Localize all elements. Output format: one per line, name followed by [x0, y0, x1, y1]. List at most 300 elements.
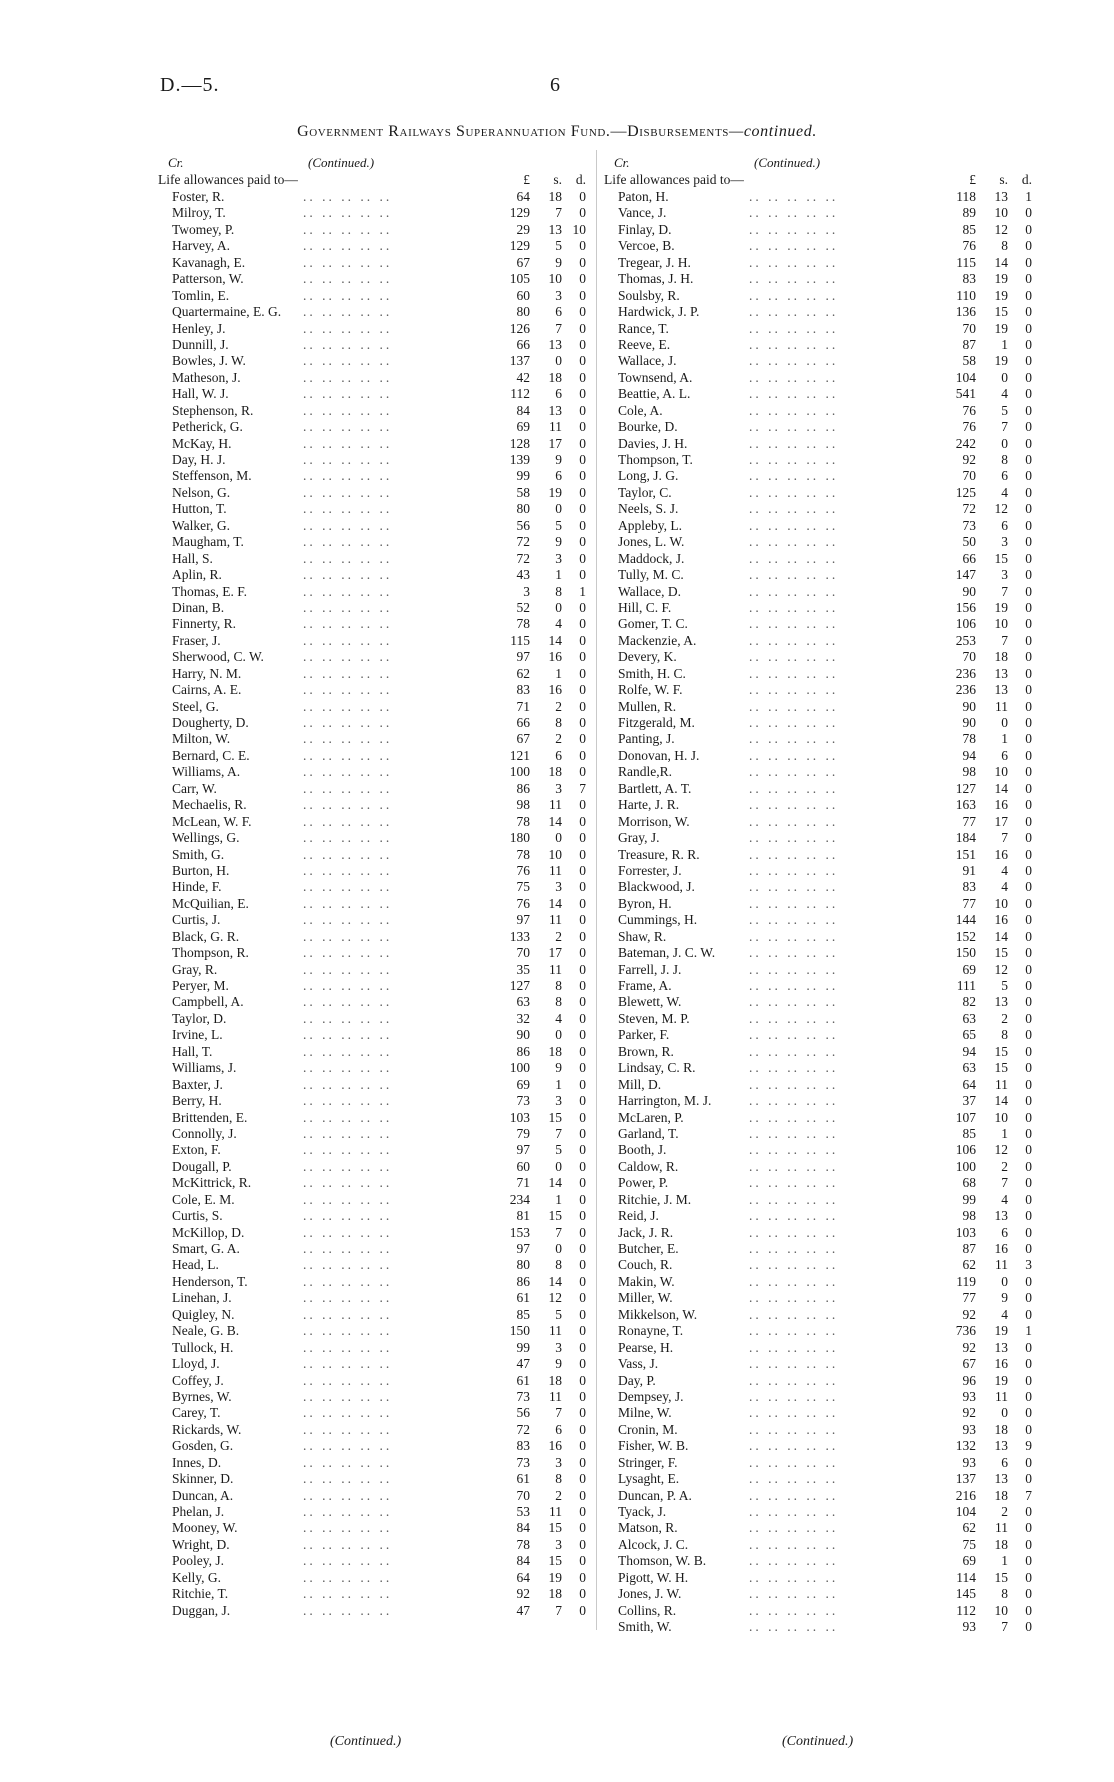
amount-pounds: 180	[509, 830, 530, 846]
amount-pounds: 64	[962, 1076, 976, 1092]
amount-shillings: 17	[548, 435, 562, 451]
leader-dots: .. .. .. .. ..	[303, 1339, 393, 1355]
pensioner-name: Vass, J.	[618, 1356, 659, 1372]
amount-pence: 0	[1025, 1372, 1032, 1388]
pensioner-name: Parker, F.	[618, 1027, 670, 1043]
leader-dots: .. .. .. .. ..	[749, 353, 839, 369]
pensioner-name: Sherwood, C. W.	[172, 649, 264, 665]
leader-dots: .. .. .. .. ..	[303, 1027, 393, 1043]
leader-dots: .. .. .. .. ..	[749, 1175, 839, 1191]
pensioner-name: Forrester, J.	[618, 862, 682, 878]
pensioner-name: Tyack, J.	[618, 1504, 667, 1519]
amount-pounds: 99	[516, 468, 530, 484]
amount-pounds: 98	[962, 764, 976, 780]
amount-shillings: 15	[548, 1520, 562, 1536]
leader-dots: .. .. .. .. ..	[749, 567, 839, 583]
amount-pence: 0	[579, 1339, 586, 1355]
pensioner-name: Rance, T.	[618, 320, 669, 336]
amount-shillings: 14	[994, 254, 1008, 270]
leader-dots: .. .. .. .. ..	[303, 1290, 393, 1306]
amount-pounds: 99	[962, 1191, 976, 1207]
pensioner-name: Frame, A.	[618, 978, 672, 993]
amount-pounds: 62	[516, 665, 530, 681]
amount-pounds: 163	[955, 797, 976, 813]
leader-dots: .. .. .. .. ..	[303, 501, 393, 517]
table-row	[604, 896, 1036, 912]
leader-dots: .. .. .. .. ..	[303, 254, 393, 270]
amount-pounds: 236	[955, 665, 976, 681]
amount-pence: 0	[579, 830, 586, 846]
amount-pence: 0	[1025, 484, 1032, 500]
table-row	[604, 1110, 1036, 1126]
amount-shillings: 5	[555, 1306, 562, 1322]
amount-shillings: 13	[994, 1339, 1008, 1355]
pensioner-name: Panting, J.	[618, 731, 675, 747]
amount-pounds: 66	[962, 550, 976, 566]
table-row	[604, 600, 1036, 616]
amount-pence: 0	[579, 336, 586, 352]
amount-shillings: 1	[1001, 1125, 1008, 1141]
amount-shillings: 18	[548, 1372, 562, 1388]
leader-dots: .. .. .. .. ..	[749, 1306, 839, 1322]
amount-pounds: 89	[962, 205, 976, 221]
leader-dots: .. .. .. .. ..	[303, 731, 393, 747]
leader-dots: .. .. .. .. ..	[749, 780, 839, 796]
amount-pence: 0	[1025, 304, 1032, 320]
amount-shillings: 16	[548, 649, 562, 665]
amount-pounds: 70	[962, 468, 976, 484]
leader-dots: .. .. .. .. ..	[303, 862, 393, 878]
leader-dots: .. .. .. .. ..	[749, 1536, 839, 1552]
leader-dots: .. .. .. .. ..	[749, 1586, 839, 1602]
right-unit-pence: d.	[1021, 172, 1032, 187]
leader-dots: .. .. .. .. ..	[303, 1109, 393, 1125]
table-row	[158, 830, 590, 846]
amount-shillings: 2	[555, 1487, 562, 1503]
amount-shillings: 19	[994, 287, 1008, 303]
pensioner-name: Maugham, T.	[172, 534, 244, 550]
amount-shillings: 9	[555, 1060, 562, 1076]
pensioner-name: McKillop, D.	[172, 1224, 245, 1240]
amount-pence: 0	[1025, 287, 1032, 303]
table-row	[604, 1290, 1036, 1306]
pensioner-name: Brittenden, E.	[172, 1109, 248, 1125]
leader-dots: .. .. .. .. ..	[749, 1043, 839, 1059]
table-row	[158, 353, 590, 369]
amount-shillings: 14	[548, 813, 562, 829]
leader-dots: .. .. .. .. ..	[749, 1027, 839, 1043]
leader-dots: .. .. .. .. ..	[303, 830, 393, 846]
amount-pence: 0	[1025, 1520, 1032, 1536]
amount-pounds: 78	[516, 813, 530, 829]
pensioner-name: Mechaelis, R.	[172, 797, 247, 813]
right-column	[604, 155, 1036, 1755]
table-row	[604, 978, 1036, 994]
table-row	[604, 1175, 1036, 1191]
amount-shillings: 9	[555, 254, 562, 270]
amount-pence: 0	[579, 550, 586, 566]
pensioner-name: Gray, J.	[618, 830, 660, 846]
pensioner-name: Smith, H. C.	[618, 665, 686, 681]
amount-pence: 0	[579, 1142, 586, 1158]
pensioner-name: Fraser, J.	[172, 632, 221, 648]
amount-pounds: 139	[509, 452, 530, 467]
table-row	[604, 649, 1036, 665]
pensioner-name: Coffey, J.	[172, 1372, 224, 1388]
amount-shillings: 1	[555, 1191, 562, 1207]
leader-dots: .. .. .. .. ..	[303, 978, 393, 993]
amount-pounds: 97	[516, 649, 530, 665]
amount-pence: 0	[579, 928, 586, 944]
amount-pounds: 65	[962, 1027, 976, 1043]
leader-dots: .. .. .. .. ..	[749, 1076, 839, 1092]
amount-pence: 0	[1025, 1471, 1032, 1487]
amount-pence: 0	[1025, 1454, 1032, 1470]
table-row	[158, 1307, 590, 1323]
amount-shillings: 5	[555, 517, 562, 533]
table-row	[158, 1077, 590, 1093]
amount-shillings: 8	[1001, 1027, 1008, 1043]
amount-pounds: 92	[962, 452, 976, 467]
table-row	[604, 1225, 1036, 1241]
amount-shillings: 6	[1001, 747, 1008, 763]
pensioner-name: Patterson, W.	[172, 271, 244, 287]
amount-pounds: 68	[962, 1175, 976, 1191]
right-unit-shillings: s.	[999, 172, 1008, 187]
leader-dots: .. .. .. .. ..	[303, 665, 393, 681]
amount-shillings: 14	[548, 895, 562, 911]
amount-pounds: 104	[955, 1504, 976, 1519]
amount-pence: 0	[1025, 1619, 1032, 1635]
amount-shillings: 10	[548, 271, 562, 287]
amount-pounds: 96	[962, 1372, 976, 1388]
table-row	[604, 814, 1036, 830]
amount-pence: 0	[1025, 1076, 1032, 1092]
table-row	[158, 584, 590, 600]
amount-shillings: 0	[555, 830, 562, 846]
amount-pounds: 145	[955, 1586, 976, 1602]
amount-pence: 0	[1025, 1553, 1032, 1569]
amount-shillings: 4	[1001, 1306, 1008, 1322]
leader-dots: .. .. .. .. ..	[749, 1273, 839, 1289]
leader-dots: .. .. .. .. ..	[749, 1372, 839, 1388]
leader-dots: .. .. .. .. ..	[749, 978, 839, 993]
amount-pence: 0	[579, 665, 586, 681]
leader-dots: .. .. .. .. ..	[749, 632, 839, 648]
leader-dots: .. .. .. .. ..	[303, 1273, 393, 1289]
amount-pence: 0	[579, 632, 586, 648]
amount-pence: 0	[579, 1208, 586, 1224]
amount-shillings: 9	[555, 534, 562, 550]
amount-shillings: 7	[555, 1602, 562, 1618]
amount-shillings: 15	[548, 1553, 562, 1569]
table-row	[158, 567, 590, 583]
amount-pence: 0	[1025, 1290, 1032, 1306]
table-row	[604, 534, 1036, 550]
pensioner-name: Makin, W.	[618, 1273, 675, 1289]
table-row	[158, 436, 590, 452]
amount-shillings: 7	[555, 320, 562, 336]
amount-pence: 0	[1025, 1421, 1032, 1437]
amount-shillings: 12	[994, 221, 1008, 237]
amount-shillings: 2	[1001, 1504, 1008, 1519]
pensioner-name: Stringer, F.	[618, 1454, 678, 1470]
pensioner-name: Paton, H.	[618, 189, 669, 204]
table-row	[158, 1488, 590, 1504]
table-row	[158, 1323, 590, 1339]
pensioner-name: Mooney, W.	[172, 1520, 238, 1536]
leader-dots: .. .. .. .. ..	[749, 1323, 839, 1339]
amount-shillings: 9	[555, 452, 562, 467]
leader-dots: .. .. .. .. ..	[303, 1602, 393, 1618]
pensioner-name: Cole, E. M.	[172, 1191, 235, 1207]
amount-shillings: 15	[994, 1043, 1008, 1059]
leader-dots: .. .. .. .. ..	[303, 813, 393, 829]
amount-pounds: 87	[962, 336, 976, 352]
amount-pounds: 85	[962, 1125, 976, 1141]
amount-pence: 0	[579, 945, 586, 961]
amount-pounds: 66	[516, 715, 530, 730]
table-row	[158, 1553, 590, 1569]
leader-dots: .. .. .. .. ..	[749, 665, 839, 681]
leader-dots: .. .. .. .. ..	[303, 1520, 393, 1536]
leader-dots: .. .. .. .. ..	[303, 336, 393, 352]
leader-dots: .. .. .. .. ..	[749, 1158, 839, 1174]
leader-dots: .. .. .. .. ..	[749, 221, 839, 237]
leader-dots: .. .. .. .. ..	[749, 336, 839, 352]
amount-shillings: 7	[1001, 1619, 1008, 1635]
table-row	[604, 682, 1036, 698]
table-row	[158, 485, 590, 501]
amount-shillings: 14	[548, 1175, 562, 1191]
pensioner-name: Pearse, H.	[618, 1339, 674, 1355]
amount-pounds: 151	[955, 846, 976, 862]
amount-shillings: 2	[555, 731, 562, 747]
pensioner-name: Bernard, C. E.	[172, 747, 250, 763]
amount-pence: 0	[579, 1257, 586, 1273]
table-row	[158, 1537, 590, 1553]
leader-dots: .. .. .. .. ..	[749, 1060, 839, 1076]
amount-pounds: 118	[956, 189, 976, 204]
leader-dots: .. .. .. .. ..	[749, 205, 839, 221]
amount-pounds: 90	[962, 698, 976, 714]
pensioner-name: Bowles, J. W.	[172, 353, 246, 369]
amount-pounds: 736	[955, 1323, 976, 1339]
amount-pounds: 234	[509, 1191, 530, 1207]
amount-pounds: 70	[962, 320, 976, 336]
table-row	[604, 255, 1036, 271]
left-subheading-row	[158, 172, 590, 189]
amount-shillings: 8	[555, 1471, 562, 1487]
amount-pounds: 72	[516, 534, 530, 550]
amount-shillings: 1	[1001, 731, 1008, 747]
leader-dots: .. .. .. .. ..	[749, 1208, 839, 1224]
amount-pence: 0	[579, 402, 586, 418]
amount-pence: 0	[1025, 1241, 1032, 1256]
table-row	[604, 238, 1036, 254]
leader-dots: .. .. .. .. ..	[303, 1487, 393, 1503]
amount-pounds: 541	[955, 386, 976, 402]
pensioner-name: Wellings, G.	[172, 830, 240, 846]
leader-dots: .. .. .. .. ..	[749, 1224, 839, 1240]
pensioner-name: Townsend, A.	[618, 369, 693, 385]
pensioner-name: Treasure, R. R.	[618, 846, 700, 862]
amount-shillings: 0	[555, 1241, 562, 1256]
pensioner-name: Finlay, D.	[618, 221, 672, 237]
amount-pence: 0	[1025, 1536, 1032, 1552]
amount-shillings: 13	[994, 1438, 1008, 1454]
leader-dots: .. .. .. .. ..	[749, 599, 839, 615]
table-row	[158, 781, 590, 797]
pensioner-name: Dougall, P.	[172, 1158, 232, 1174]
table-row	[604, 205, 1036, 221]
pensioner-name: Quartermaine, E. G.	[172, 304, 282, 320]
leader-dots: .. .. .. .. ..	[303, 1191, 393, 1207]
table-row	[604, 666, 1036, 682]
amount-shillings: 14	[994, 1093, 1008, 1109]
table-row	[604, 1093, 1036, 1109]
left-unit-pounds: £	[523, 172, 530, 187]
pensioner-name: Wallace, D.	[618, 583, 682, 599]
document-reference: D.—5.	[160, 74, 220, 96]
amount-shillings: 19	[994, 271, 1008, 287]
leader-dots: .. .. .. .. ..	[749, 1553, 839, 1569]
table-row	[158, 616, 590, 632]
left-continued-footer: (Continued.)	[330, 1734, 402, 1749]
page-number: 6	[550, 74, 560, 96]
pensioner-name: Williams, J.	[172, 1060, 237, 1076]
pensioner-name: McKittrick, R.	[172, 1175, 252, 1191]
leader-dots: .. .. .. .. ..	[303, 1454, 393, 1470]
leader-dots: .. .. .. .. ..	[303, 1224, 393, 1240]
amount-pounds: 63	[962, 1060, 976, 1076]
leader-dots: .. .. .. .. ..	[303, 353, 393, 369]
amount-shillings: 6	[1001, 1224, 1008, 1240]
amount-shillings: 1	[1001, 336, 1008, 352]
amount-shillings: 11	[549, 797, 562, 813]
amount-pounds: 58	[516, 484, 530, 500]
amount-pounds: 105	[509, 271, 530, 287]
pensioner-name: Smith, W.	[618, 1619, 672, 1635]
table-row	[604, 797, 1036, 813]
amount-shillings: 4	[555, 616, 562, 632]
leader-dots: .. .. .. .. ..	[303, 1405, 393, 1421]
amount-pounds: 82	[962, 994, 976, 1010]
table-row	[604, 1241, 1036, 1257]
amount-shillings: 16	[994, 846, 1008, 862]
table-row	[158, 1570, 590, 1586]
right-subheading-row	[604, 172, 1036, 189]
amount-shillings: 0	[1001, 1273, 1008, 1289]
leader-dots: .. .. .. .. ..	[749, 1339, 839, 1355]
amount-shillings: 8	[555, 978, 562, 993]
pensioner-name: Kelly, G.	[172, 1569, 221, 1585]
amount-pence: 0	[579, 1569, 586, 1585]
table-row	[158, 501, 590, 517]
amount-pounds: 90	[962, 583, 976, 599]
table-row	[604, 1274, 1036, 1290]
leader-dots: .. .. .. .. ..	[303, 780, 393, 796]
amount-pounds: 115	[956, 254, 976, 270]
amount-pence: 0	[1025, 336, 1032, 352]
amount-pence: 0	[1025, 1586, 1032, 1602]
table-row	[604, 1126, 1036, 1142]
amount-pence: 0	[1025, 254, 1032, 270]
pensioner-name: Shaw, R.	[618, 928, 667, 944]
leader-dots: .. .. .. .. ..	[303, 1158, 393, 1174]
amount-pence: 0	[579, 1306, 586, 1322]
table-row	[158, 1340, 590, 1356]
leader-dots: .. .. .. .. ..	[749, 435, 839, 451]
amount-pence: 0	[1025, 879, 1032, 895]
table-row	[604, 1504, 1036, 1520]
amount-shillings: 19	[994, 1323, 1008, 1339]
amount-pounds: 75	[962, 1536, 976, 1552]
amount-pounds: 83	[962, 271, 976, 287]
table-row	[604, 1603, 1036, 1619]
amount-pounds: 97	[516, 1241, 530, 1256]
pensioner-name: Hill, C. F.	[618, 599, 672, 615]
right-allowance-list	[604, 189, 1036, 1636]
leader-dots: .. .. .. .. ..	[303, 287, 393, 303]
amount-shillings: 4	[1001, 1191, 1008, 1207]
amount-shillings: 10	[994, 1602, 1008, 1618]
table-row	[604, 337, 1036, 353]
amount-pence: 1	[1025, 189, 1032, 204]
pensioner-name: Jones, L. W.	[618, 534, 685, 550]
amount-pence: 0	[579, 238, 586, 254]
table-row	[158, 600, 590, 616]
leader-dots: .. .. .. .. ..	[749, 1010, 839, 1026]
left-unit-pence: d.	[575, 172, 586, 187]
leader-dots: .. .. .. .. ..	[749, 994, 839, 1010]
pensioner-name: Phelan, J.	[172, 1504, 225, 1519]
table-row	[604, 863, 1036, 879]
amount-shillings: 0	[1001, 435, 1008, 451]
table-row	[604, 1257, 1036, 1273]
leader-dots: .. .. .. .. ..	[749, 1454, 839, 1470]
amount-pounds: 75	[516, 879, 530, 895]
amount-shillings: 11	[995, 1257, 1008, 1273]
pensioner-name: Rolfe, W. F.	[618, 682, 683, 698]
table-row	[158, 1011, 590, 1027]
leader-dots: .. .. .. .. ..	[303, 1421, 393, 1437]
amount-shillings: 12	[994, 961, 1008, 977]
amount-pence: 0	[579, 1191, 586, 1207]
amount-pence: 3	[1025, 1257, 1032, 1273]
amount-pence: 7	[1025, 1487, 1032, 1503]
amount-shillings: 19	[994, 1372, 1008, 1388]
amount-pence: 0	[1025, 665, 1032, 681]
amount-shillings: 9	[555, 1356, 562, 1372]
amount-pounds: 127	[955, 780, 976, 796]
leader-dots: .. .. .. .. ..	[303, 1142, 393, 1158]
pensioner-name: Duncan, P. A.	[618, 1487, 692, 1503]
amount-pence: 0	[579, 1520, 586, 1536]
amount-pounds: 253	[955, 632, 976, 648]
leader-dots: .. .. .. .. ..	[303, 238, 393, 254]
leader-dots: .. .. .. .. ..	[749, 304, 839, 320]
amount-pence: 0	[579, 205, 586, 221]
amount-shillings: 9	[1001, 1290, 1008, 1306]
amount-shillings: 15	[994, 1569, 1008, 1585]
amount-shillings: 1	[1001, 1553, 1008, 1569]
amount-pounds: 119	[956, 1273, 976, 1289]
pensioner-name: Fisher, W. B.	[618, 1438, 689, 1454]
amount-shillings: 2	[555, 928, 562, 944]
amount-pence: 0	[579, 1487, 586, 1503]
amount-shillings: 18	[548, 1586, 562, 1602]
